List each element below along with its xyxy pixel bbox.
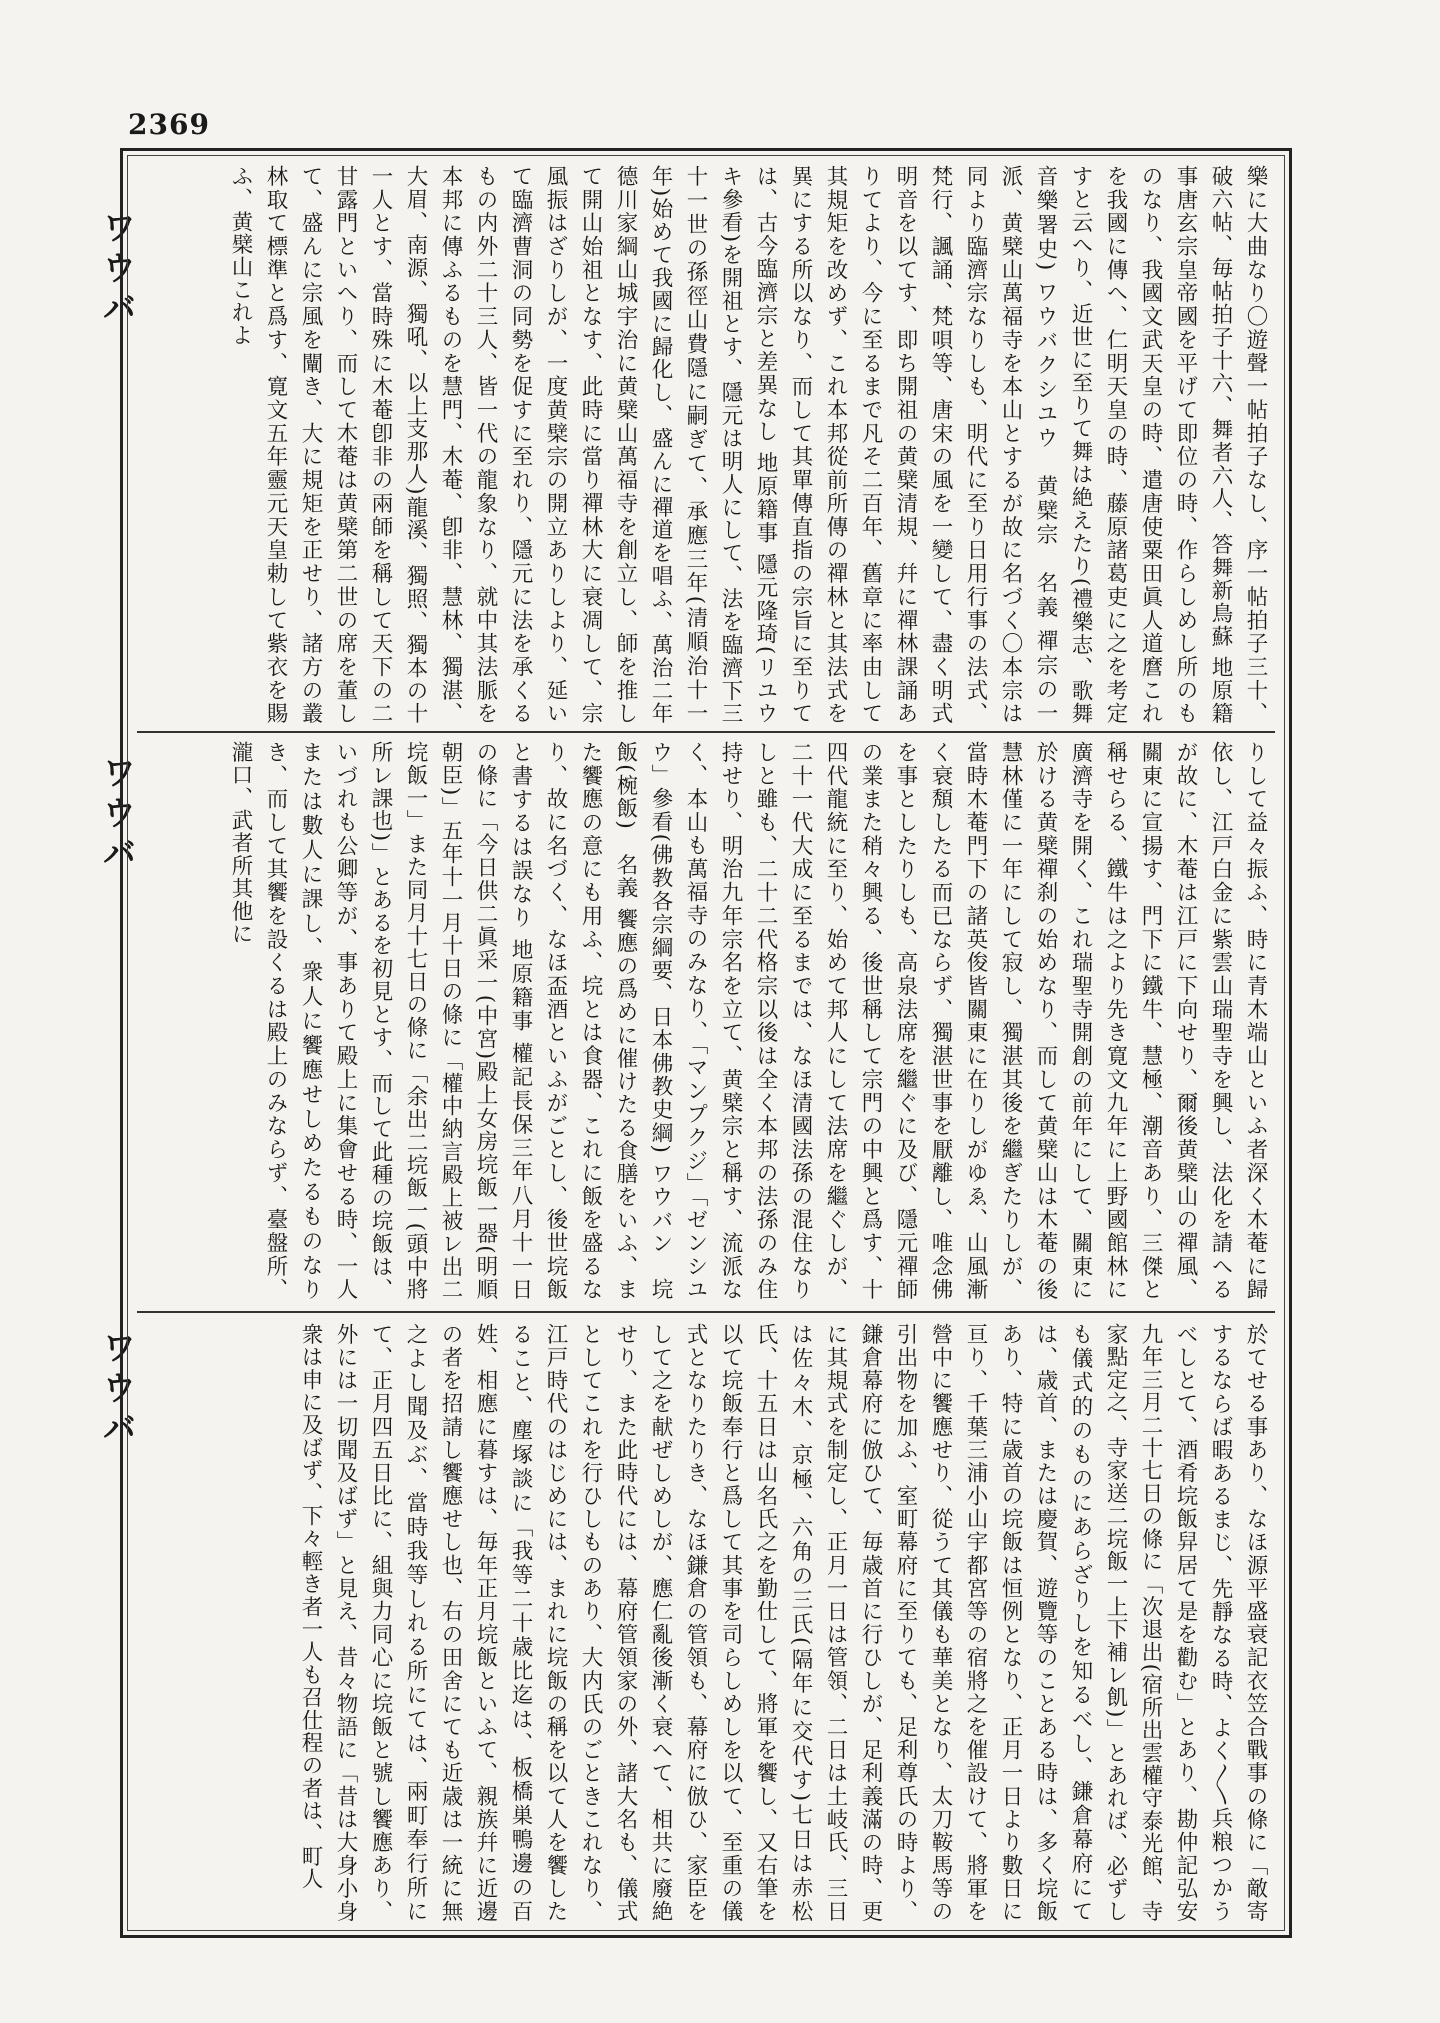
section-top-text — [223, 165, 1273, 725]
paragraph: 於てせる事あり、なほ源平盛衰記衣笠合戰事の條に「敵寄するならば暇あるまじ、先靜なる時、よく〳〵兵粮つかうべしとて、酒肴垸飯舁居て是を勸む」とあり、勘仲記弘安九年三月二十七日の條に「次退出(宿所出雲權守泰光館、寺家點定之、寺家送二垸飯一上下補レ飢)」とあれば、必ずしも儀式的のものにあらざりしを知るべし、鎌倉幕府にては、歳首、または慶賀、遊覽等のことある時は、多く垸飯あり、特に歳首の垸飯は恒例となり、正月一日より數日に亘り、千葉三浦小山宇都宮等の宿將之を催設けて、將軍を營中に饗應せり、從うて其儀も華美となり、太刀鞍馬等の引出物を加ふ、室町幕府に至りても、足利尊氏の時より、鎌倉幕府に倣ひて、毎歳首に行ひしが、足利義滿の時、更に其規式を制定し、正月一日は管領、二日は土岐氏、三日は佐々木、京極、六角の三氏(隔年に交代す)七日は赤松氏、十五日は山名氏之を勤仕して、將軍を饗し、又右筆を以て垸飯奉行と爲して其事を司らしめしを以て、至重の儀式となりたりき、なほ鎌倉の管領も、幕府に倣ひ、家臣をして之を献ぜしめしが、應仁亂後漸く衰へて、相共に廢絶せり、また此時代には、幕府管領家の外、諸大名も、儀式としてこれを行ひしものあり、大内氏のごときこれなり、江戸時代のはじめには、まれに垸飯の稱を以て人を饗したること、塵塚談に「我等二十歳比迄は、板橋巣鴨邊の百姓、相應に暮すは、毎年正月垸飯といふて、親族幷に近邊の者を招請し饗應せし也、右の田舍にても近歳は一統に無之よし聞及ぶ、當時我等しれる所にては、兩町奉行所にて、正月四五日比に、組與力同心に垸飯と號し饗應あり、外には一切聞及ばず」と見え、昔々物語に「昔は大身小身衆は申に及ばず、下々輕き者一人も召仕程の者は、町人 — [298, 1323, 1268, 1923]
paragraph: りして益々振ふ、時に青木端山といふ者深く木菴に歸依し、江戸白金に紫雲山瑞聖寺を興し、法化を請へるが故に、木菴は江戸に下向せり、爾後黄檗山の禪風、關東に宣揚す、門下に鐵牛、慧極、潮音あり、三傑と稱せらる、鐵牛は之より先き寛文九年に上野國館林に廣濟寺を開く、これ瑞聖寺開創の前年にして、關東に於ける黄檗禪刹の始めなり、而して黄檗山は木菴の後慧林僅に一年にして寂し、獨湛其後を繼ぎたりしが、當時木菴門下の諸英俊皆關東に在りしがゆゑ、山風漸く衰頽したる而已ならず、獨湛世事を厭離し、唯念佛を事としたりしも、高泉法席を繼ぐに及び、隱元禪師の業また稍々興る、後世稱して宗門の中興と爲す、十四代龍統に至り、始めて邦人にして法席を繼ぐしが、二十一代大成に至るまでは、なほ清國法孫の混住なりしと雖も、二十二代格宗以後は全く本邦の法孫のみ住持せり、明治九年宗名を立て、黄檗宗と稱す、流派なく、本山も萬福寺のみなり、「マンプクジ」「ゼンシユウ」參看(佛教各宗綱要、日本佛教史綱) — [648, 741, 1268, 1301]
paragraph: 地原籍事唐玄宗皇帝國を平げて即位の時、作らしめし所のものなり、我國文武天皇の時、遣唐使粟田眞人道麿これを我國に傳へ、仁明天皇の時、藤原諸葛吏に之を考定すと云へり、近世に至りて舞は絶えたり(禮樂志、歌舞音樂署史) — [1033, 165, 1233, 725]
page-number: 2369 — [128, 108, 210, 141]
paragraph: ワウバン 垸飯(椀飯) 名義 饗應の爲めに催けたる食膳をいふ、また饗應の意にも用ふ、垸とは食器、これに飯を盛るなり、故に名づく、なほ盃酒といふがごとし、後世垸飯と書するは誤なり 地原籍事 權記長保三年八月十一日の條に「今日供二眞采一(中宮)殿上女房垸飯一器(明順朝臣)」五年十一月十日の條に「權中納言殿上被レ出二垸飯一」また同月十七日の條に「余出二垸飯一(頭中將所レ課也)」とあるを初見とす、而して此種の垸飯は、いづれも公卿等が、事ありて殿上に集會せる時、一人または數人に課し、衆人に饗應せしめたるものなりき、而して其饗を設くるは殿上のみならず、臺盤所、瀧口、武者所其他に — [228, 741, 673, 1301]
paragraph: ワウバクシユウ 黄檗宗 名義 禪宗の一派、黄檗山萬福寺を本山とするが故に名づく〇本宗は同より臨濟宗なりしも、明代に至り日用行事の法式、梵行、諷誦、梵唄等、唐宋の風を一變して、盡く明式明音を以てす、即ち開祖の黄檗清規、幷に禪林課誦ありてより、今に至るまで凡そ二百年、舊章に率由して其規矩を改めず、これ本邦從前所傳の禪林と其法式を異にする所以なり、而して其單傳直指の宗旨に至りては、古今臨濟宗と差異なし 地原籍事 隱元隆琦(リユウキ參看)を開祖とす、隱元は明人にして、法を臨濟下三十一世の孫徑山費隱に嗣ぎて、承應三年(清順治十一年)始めて我國に歸化し、盛んに禪道を唱ふ、萬治二年德川家綱山城宇治に黄檗山萬福寺を創立し、師を推して開山始祖となす、此時に當り禪林大に衰凋して、宗風振はざりしが、一度黄檗宗の開立ありしより、延いて臨濟曹洞の同勢を促すに至れり、隱元に法を承くるもの内外二十三人、皆一代の龍象なり、就中其法脈を本邦に傳ふるものを慧門、木菴、卽非、慧林、獨湛、大眉、南源、獨吼、以上支那人)龍溪、獨照、獨本の十一人とす、當時殊に木菴卽非の兩師を稱して天下の二甘露門といへり、而して木菴は黄檗第二世の席を董して、盛んに宗風を闡き、大に規矩を正せり、諸方の叢林取て標準と爲す、寛文五年靈元天皇勅して紫衣を賜ふ、黄檗山これよ — [228, 165, 1058, 725]
side-heading-bottom: ワウバ — [96, 1330, 136, 1450]
section-top — [139, 165, 1273, 725]
section-middle — [139, 741, 1273, 1301]
section-bottom — [139, 1323, 1273, 1923]
side-heading-middle: ワウバ — [96, 755, 136, 875]
section-divider — [137, 1311, 1275, 1313]
section-divider — [137, 731, 1275, 733]
section-bottom-text — [293, 1323, 1273, 1923]
page-frame — [120, 148, 1292, 1938]
section-middle-text — [223, 741, 1273, 1301]
paragraph: 樂に大曲なり〇遊聲一帖拍子なし、序一帖拍子三十、破六帖、毎帖拍子十六、舞者六人、答舞新鳥蘇 — [1208, 165, 1268, 725]
side-heading-top: ワウバ — [96, 210, 136, 330]
